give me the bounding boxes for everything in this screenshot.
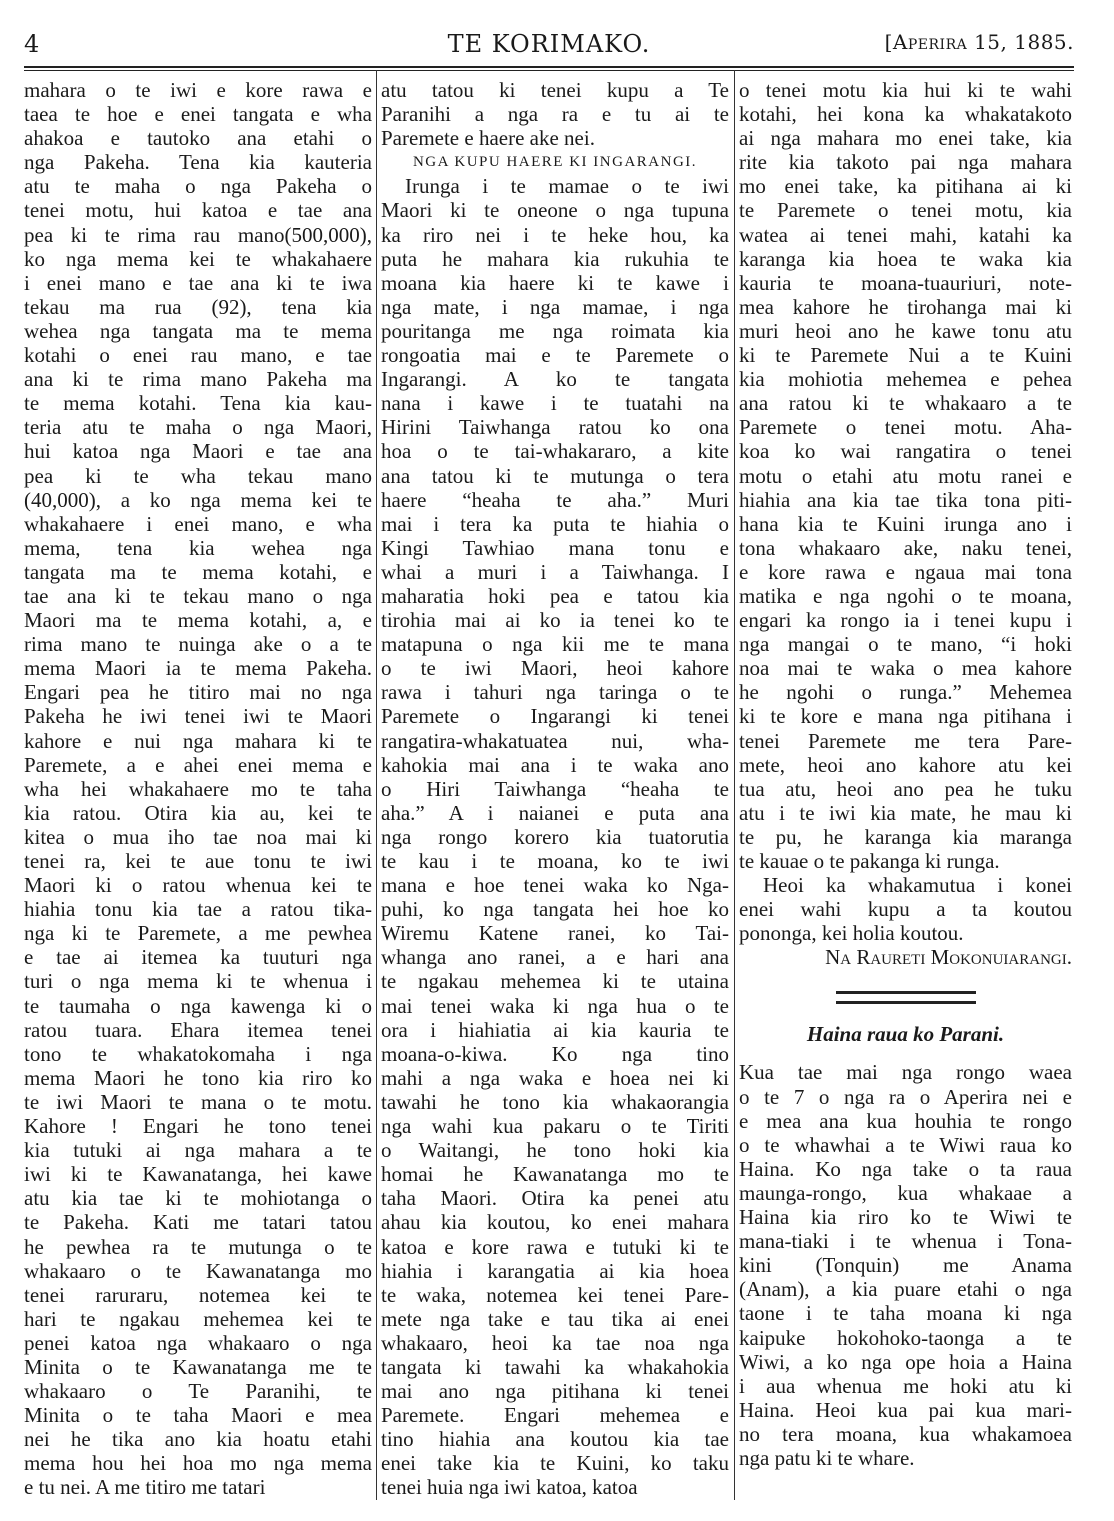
text-line: Minita o te Kawanatanga me te — [24, 1354, 372, 1379]
text-line: hiahia i karangatia ai kia hoea — [381, 1258, 729, 1283]
text-line: teria atu te maha o nga Maori, — [24, 415, 372, 440]
text-line: maunga-rongo, kua whakaae a — [739, 1180, 1072, 1205]
text-line: Pakeha he iwi tenei iwi te Maori — [24, 704, 372, 729]
column-3 — [739, 78, 1072, 1470]
text-line: penei katoa nga whakaaro o nga — [24, 1330, 372, 1355]
text-line: ahakoa e tautoko ana etahi o — [24, 126, 372, 151]
text-line: te waka, notemea kei tenei Pare- — [381, 1282, 729, 1307]
text-line: i enei mano e tae ana ki te iwa — [24, 270, 372, 295]
text-line: mai ano nga pitihana ki tenei — [381, 1379, 729, 1404]
author-signature: Na Raureti Mokonuiarangi. — [825, 945, 1072, 970]
text-line: ki te Paremete Nui a te Kuini — [739, 343, 1072, 368]
text-line: hiahia ana kia tae tika tona piti- — [739, 487, 1072, 512]
text-line: whakaaro o te Kawanatanga mo — [24, 1258, 372, 1283]
section-subheading: NGA KUPU HAERE KI INGARANGI. — [412, 154, 698, 171]
text-line: atu te maha o nga Pakeha o — [24, 174, 372, 199]
text-line: Maori ki te oneone o nga tupuna — [381, 198, 729, 223]
text-line: mema Maori he tono kia riro ko — [24, 1065, 372, 1090]
text-line: whanga ano ranei, a e hari ana — [381, 945, 729, 970]
text-line: watea ai tenei mahi, katahi ka — [739, 222, 1072, 247]
text-line: hari te ngakau mehemea kei te — [24, 1306, 372, 1331]
column-2 — [381, 78, 729, 1500]
text-line: tawahi he tono kia whakaorangia — [381, 1089, 729, 1114]
text-line: taea te hoe e enei tangata e wha — [24, 102, 372, 127]
text-line: haere “heaha te aha.” Muri — [381, 487, 729, 512]
text-line: o tenei motu kia hui ki te wahi — [739, 78, 1072, 102]
text-line: Ingarangi. A ko te tangata — [381, 367, 729, 392]
text-line: ana tatou ki te mutunga o tera — [381, 463, 729, 488]
text-line: o Hiri Taiwhanga “heaha te — [381, 776, 729, 801]
text-line: te pu, he karanga kia maranga — [739, 824, 1072, 849]
page-number: 4 — [24, 30, 40, 58]
column-1 — [24, 78, 372, 1500]
text-line: atu kia tae ki te mohiotanga o — [24, 1186, 372, 1211]
text-line: Heoi ka whakamutua i konei — [763, 873, 1072, 898]
text-line: mana e hoe tenei waka ko Nga- — [381, 873, 729, 898]
text-line: katoa e kore rawa e tutuki ki te — [381, 1234, 729, 1259]
text-line: taone i te taha moana ki nga — [739, 1301, 1072, 1326]
text-line: te Paremete o tenei motu, kia — [739, 198, 1072, 223]
text-line: he pewhea ra te mutunga o te — [24, 1234, 372, 1259]
text-line: motu o etahi atu motu ranei e — [739, 463, 1072, 488]
text-line: tono te whakatokomaha i nga — [24, 1041, 372, 1066]
text-line: whakahaere i enei mano, e wha — [24, 511, 372, 536]
text-line: te kauae o te pakanga ki runga. — [739, 849, 1000, 873]
text-line: rongoatia mai e te Paremete o — [381, 343, 729, 368]
text-line: engari ka rongo ia i tenei kupu i — [739, 608, 1072, 633]
text-line: te mema kotahi. Tena kia kau- — [24, 391, 372, 416]
text-line: te Pakeha. Kati me tatari tatou — [24, 1210, 372, 1235]
text-line: te kau i te moana, ko te iwi — [381, 849, 729, 873]
text-line: Engari pea he titiro mai no nga — [24, 680, 372, 705]
text-line: taha Maori. Otira ka penei atu — [381, 1186, 729, 1211]
text-line: mana-tiaki i te whenua i Tona- — [739, 1229, 1072, 1254]
text-line: hana kia te Kuini irunga ano i — [739, 511, 1072, 536]
text-line: Hirini Taiwhanga ratou ko ona — [381, 415, 729, 440]
text-line: koa ko wai rangatira o tenei — [739, 439, 1072, 464]
text-line: kitea o mua iho tae noa mai ki — [24, 824, 372, 849]
text-line: whai a muri i a Taiwhanga. I — [381, 559, 729, 584]
text-line: moana-o-kiwa. Ko nga tino — [381, 1041, 729, 1066]
text-line: maharatia hoki pea e tatou kia — [381, 583, 729, 608]
text-line: nana i kawe i te tuatahi na — [381, 391, 729, 416]
text-line: rawa i tahuri nga taringa o te — [381, 680, 729, 705]
text-line: kahokia mai ana i te waka ano — [381, 752, 729, 777]
text-line: whakaaro, heoi ka tae noa nga — [381, 1330, 729, 1355]
text-line: te taumaha o nga kawenga ki o — [24, 993, 372, 1018]
text-line: mahi a nga waka e hoea nei ki — [381, 1065, 729, 1090]
text-line: noa mai te waka o mea kahore — [739, 656, 1072, 681]
section-divider — [836, 991, 976, 1004]
text-line: kotahi, hei kona ka whakatakoto — [739, 102, 1072, 127]
text-line: ora i hiahiatia ai kia kauria te — [381, 1017, 729, 1042]
masthead-title: TE KORIMAKO. — [447, 30, 651, 58]
text-line: mai tenei waka ki nga hua o te — [381, 993, 729, 1018]
text-line: tekau ma rua (92), tena kia — [24, 294, 372, 319]
text-line: Paremete, a e ahei enei mema e — [24, 752, 372, 777]
text-line: nga mangai o te mano, “i hoki — [739, 632, 1072, 657]
text-line: tenei ra, kei te aue tonu te iwi — [24, 849, 372, 873]
text-line: homai he Kawanatanga mo te — [381, 1162, 729, 1187]
text-line: turi o nga mema ki te whenua i — [24, 969, 372, 994]
header-rule — [24, 66, 1074, 71]
text-line: kaipuke hokohoko-taonga a te — [739, 1325, 1072, 1350]
text-line: nei he tika ano kia hoatu etahi — [24, 1427, 372, 1452]
text-line: aha.” A i naianei e puta ana — [381, 800, 729, 825]
text-line: Paremete. Engari mehemea e — [381, 1403, 729, 1428]
text-line: muri heoi ano he kawe tonu atu — [739, 318, 1072, 343]
text-line: (Anam), a kia puare etahi o nga — [739, 1277, 1072, 1302]
text-line: mema hou hei hoa mo nga mema — [24, 1451, 372, 1476]
text-line: puta he mahara kia rukuhia te — [381, 246, 729, 271]
text-line: Kahore ! Engari he tono tenei — [24, 1114, 372, 1139]
column-divider — [734, 70, 735, 1500]
text-line: ki te kore e mana nga pitihana i — [739, 704, 1072, 729]
text-line: whakaaro o Te Paranihi, te — [24, 1379, 372, 1404]
text-line: kia mohiotia mehemea e pehea — [739, 367, 1072, 392]
text-line: ana ki te rima mano Pakeha ma — [24, 367, 372, 392]
text-line: nga ki te Paremete, a me pewhea — [24, 921, 372, 946]
text-line: tenei huia nga iwi katoa, katoa — [381, 1475, 638, 1500]
article-title: Haina raua ko Parani. — [806, 1022, 1005, 1047]
text-line: wha hei whakahaere mo te taha — [24, 776, 372, 801]
text-line: Wiwi, a ko nga ope hoia a Haina — [739, 1349, 1072, 1374]
text-line: nga rongo korero kia tuatorutia — [381, 824, 729, 849]
text-line: ratou tuara. Ehara itemea tenei — [24, 1017, 372, 1042]
text-line: kauria te moana-tuauriuri, note- — [739, 270, 1072, 295]
text-line: Paremete o tenei motu. Aha- — [739, 415, 1072, 440]
text-line: e kore rawa e ngaua mai tona — [739, 559, 1072, 584]
text-line: i aua whenua me hoki atu ki — [739, 1373, 1072, 1398]
text-line: ana ratou ki te whakaaro a te — [739, 391, 1072, 416]
text-line: Paremete o Ingarangi ki tenei — [381, 704, 729, 729]
text-line: o Waitangi, he tono hoki kia — [381, 1138, 729, 1163]
text-line: Wiremu Katene ranei, ko Tai- — [381, 921, 729, 946]
text-line: matika e nga ngohi o te moana, — [739, 583, 1072, 608]
text-line: o te iwi Maori, heoi kahore — [381, 656, 729, 681]
text-line: (40,000), a ko nga mema kei te — [24, 487, 372, 512]
text-line: mea kahore he tirohanga mai ki — [739, 294, 1072, 319]
text-line: mai i tera ka puta te hiahia o — [381, 511, 729, 536]
text-line: rima mano te nuinga ake o a te — [24, 632, 372, 657]
text-line: o te 7 o nga ra o Aperira nei e — [739, 1084, 1072, 1109]
text-line: hiahia tonu kia tae a ratou tika- — [24, 897, 372, 922]
text-line: tirohia mai ai ko ia tenei ko te — [381, 608, 729, 633]
text-line: matapuna o nga kii me te mana — [381, 632, 729, 657]
text-line: tino hiahia ana koutou kia tae — [381, 1427, 729, 1452]
text-line: kia ratou. Otira kia au, kei te — [24, 800, 372, 825]
text-line: kini (Tonquin) me Anama — [739, 1253, 1072, 1278]
text-line: mo enei take, ka pitihana ai ki — [739, 174, 1072, 199]
text-line: tangata ki tawahi ka whakahokia — [381, 1354, 729, 1379]
text-line: Minita o te taha Maori e mea — [24, 1403, 372, 1428]
text-line: Paranihi a nga ra e tu ai te — [381, 102, 729, 127]
text-line: mahara o te iwi e kore rawa e — [24, 78, 372, 102]
text-line: tenei motu, hui katoa e tae ana — [24, 198, 372, 223]
text-line: enei take kia te Kuini, ko taku — [381, 1451, 729, 1476]
text-line: Haina. Ko nga take o ta raua — [739, 1156, 1072, 1181]
text-line: e tu nei. A me titiro me tatari — [24, 1475, 266, 1500]
text-line: kotahi o enei rau mano, e tae — [24, 343, 372, 368]
text-line: Paremete e haere ake nei. — [381, 126, 595, 151]
text-line: ko nga mema kei te whakahaere — [24, 246, 372, 271]
text-line: no tera moana, kua whakamoea — [739, 1421, 1072, 1446]
text-line: wehea nga tangata ma te mema — [24, 318, 372, 343]
text-line: pea ki te rima rau mano(500,000), — [24, 222, 372, 247]
text-line: iwi ki te Kawanatanga, hei kawe — [24, 1162, 372, 1187]
text-line: o te whawhai a te Wiwi raua ko — [739, 1132, 1072, 1157]
text-line: nga patu ki te whare. — [739, 1445, 915, 1470]
text-line: rite kia takoto pai nga mahara — [739, 150, 1072, 175]
text-line: mema, tena kia wehea nga — [24, 535, 372, 560]
text-line: tua atu, heoi ano pea he tuku — [739, 776, 1072, 801]
text-line: nga mate, i nga mamae, i nga — [381, 294, 729, 319]
text-line: atu tatou ki tenei kupu a Te — [381, 78, 729, 102]
text-line: hui katoa nga Maori e tae ana — [24, 439, 372, 464]
text-line: tae ana ki te tekau mano o nga — [24, 583, 372, 608]
text-line: ai nga mahara mo enei take, kia — [739, 126, 1072, 151]
text-line: nga Pakeha. Tena kia kauteria — [24, 150, 372, 175]
text-line: kahore e nui nga mahara ki te — [24, 728, 372, 753]
column-divider — [376, 70, 377, 1500]
text-line: nga wahi kua pakaru o te Tiriti — [381, 1114, 729, 1139]
text-line: tona whakaaro ake, naku tenei, — [739, 535, 1072, 560]
text-line: moana kia haere ki te kawe i — [381, 270, 729, 295]
text-line: Maori ki o ratou whenua kei te — [24, 873, 372, 898]
text-line: atu i te iwi kia mate, he mau ki — [739, 800, 1072, 825]
text-line: mete nga take e tau tika ai enei — [381, 1306, 729, 1331]
text-line: Kua tae mai nga rongo waea — [739, 1060, 1072, 1085]
text-line: ka riro nei i te heke hou, ka — [381, 222, 729, 247]
text-line: mete, heoi ano kahore atu kei — [739, 752, 1072, 777]
text-line: enei wahi kupu a ta koutou — [739, 897, 1072, 922]
text-line: puhi, ko nga tangata hei hoe ko — [381, 897, 729, 922]
text-line: te iwi Maori te mana o te motu. — [24, 1089, 372, 1114]
text-line: Haina kia riro ko te Wiwi te — [739, 1205, 1072, 1230]
text-line: Haina. Heoi kua pai kua mari- — [739, 1397, 1072, 1422]
text-line: tenei raruraru, notemea kei te — [24, 1282, 372, 1307]
text-line: Maori ma te mema kotahi, a, e — [24, 608, 372, 633]
text-line: tenei Paremete me tera Pare- — [739, 728, 1072, 753]
text-line: he ngohi o runga.” Mehemea — [739, 680, 1072, 705]
text-line: karanga kia hoea te waka kia — [739, 246, 1072, 271]
text-line: rangatira-whakatuatea nui, wha- — [381, 728, 729, 753]
page-header — [24, 30, 1074, 58]
text-line: Kingi Tawhiao mana tonu e — [381, 535, 729, 560]
text-line: mema Maori ia te mema Pakeha. — [24, 656, 372, 681]
text-line: e tae ai itemea ka tuuturi nga — [24, 945, 372, 970]
text-line: kia tutuki ai nga mahara a te — [24, 1138, 372, 1163]
text-line: e mea ana kua houhia te rongo — [739, 1108, 1072, 1133]
text-line: pea ki te wha tekau mano — [24, 463, 372, 488]
text-line: pouritanga me nga roimata kia — [381, 318, 729, 343]
text-line: ahau kia koutou, ko enei mahara — [381, 1210, 729, 1235]
issue-date: [Aperira 15, 1885. — [884, 30, 1074, 54]
text-line: pononga, kei holia koutou. — [739, 921, 964, 946]
text-line: te ngakau mehemea ki te utaina — [381, 969, 729, 994]
text-line: tangata ma te mema kotahi, e — [24, 559, 372, 584]
text-line: Irunga i te mamae o te iwi — [405, 174, 729, 199]
text-line: hoa o te tai-whakararo, a kite — [381, 439, 729, 464]
